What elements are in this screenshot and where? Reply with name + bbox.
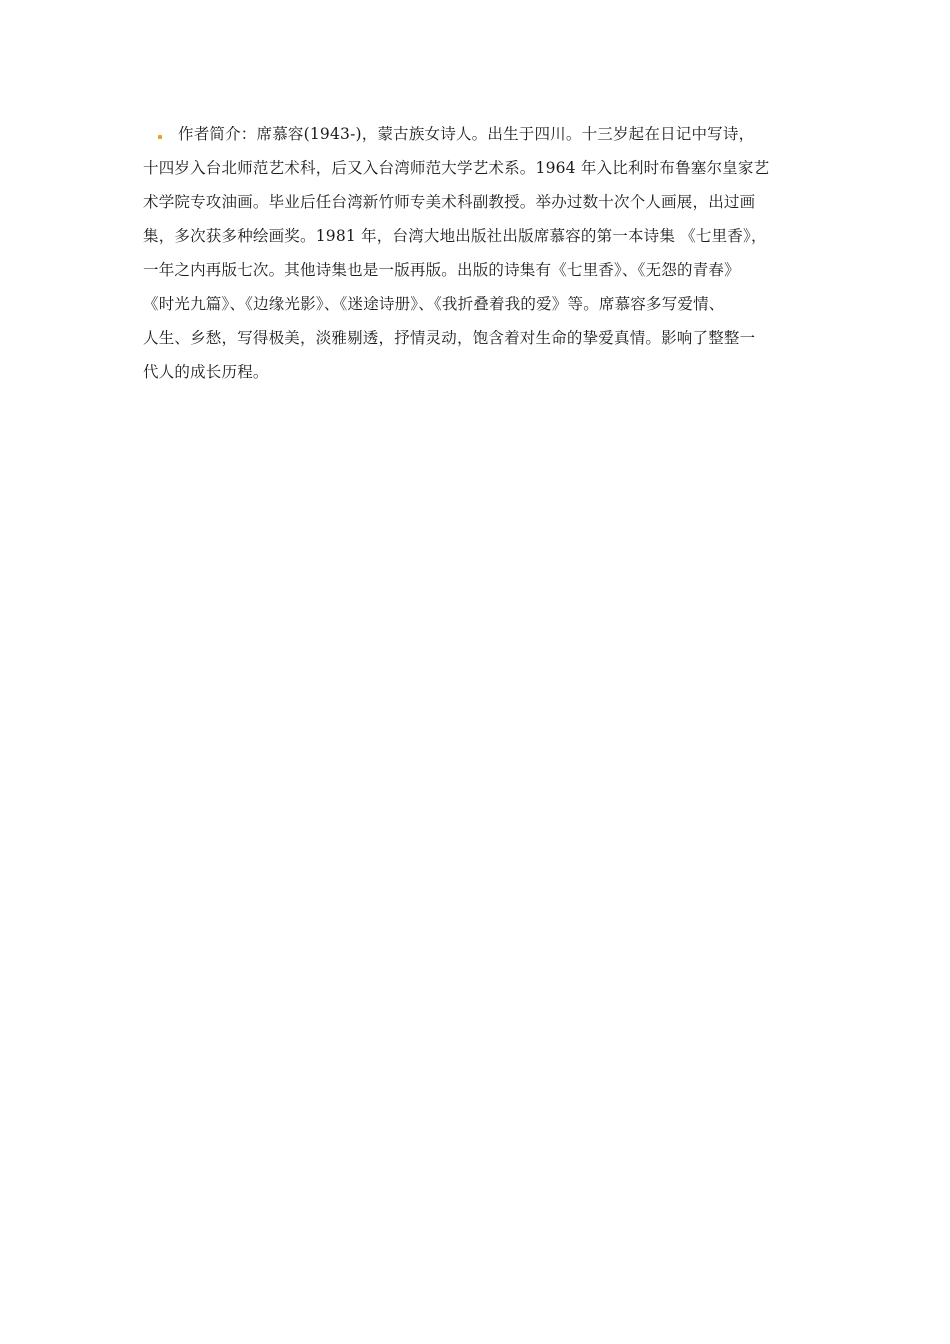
bio-line-5: 一年之内再版七次。其他诗集也是一版再版。出版的诗集有《七里香》、《无怨的青春》 (143, 261, 740, 279)
bio-line-7: 人生、乡愁，写得极美，淡雅剔透，抒情灵动，饱含着对生命的挚爱真情。影响了整整一 (143, 329, 756, 347)
bio-line-8: 代人的成长历程。 (143, 363, 269, 381)
bullet-dot-icon (158, 135, 162, 139)
author-bio-paragraph (143, 117, 833, 389)
bio-line-1-text: 作者简介：席慕容(1943-)，蒙古族女诗人。出生于四川。十三岁起在日记中写诗， (178, 125, 755, 143)
bio-line-1 (143, 117, 833, 151)
bio-line-3: 术学院专攻油画。毕业后任台湾新竹师专美术科副教授。举办过数十次个人画展，出过画 (143, 193, 756, 211)
bio-line-6: 《时光九篇》、《边缘光影》、《迷途诗册》、《我折叠着我的爱》等。席慕容多写爱情、 (143, 295, 725, 313)
bio-line-2: 十四岁入台北师范艺术科，后又入台湾师范大学艺术系。1964 年入比利时布鲁塞尔皇家艺 (143, 159, 770, 177)
bio-line-4: 集，多次获多种绘画奖。1981 年，台湾大地出版社出版席慕容的第一本诗集 《七里香》， (143, 227, 767, 245)
